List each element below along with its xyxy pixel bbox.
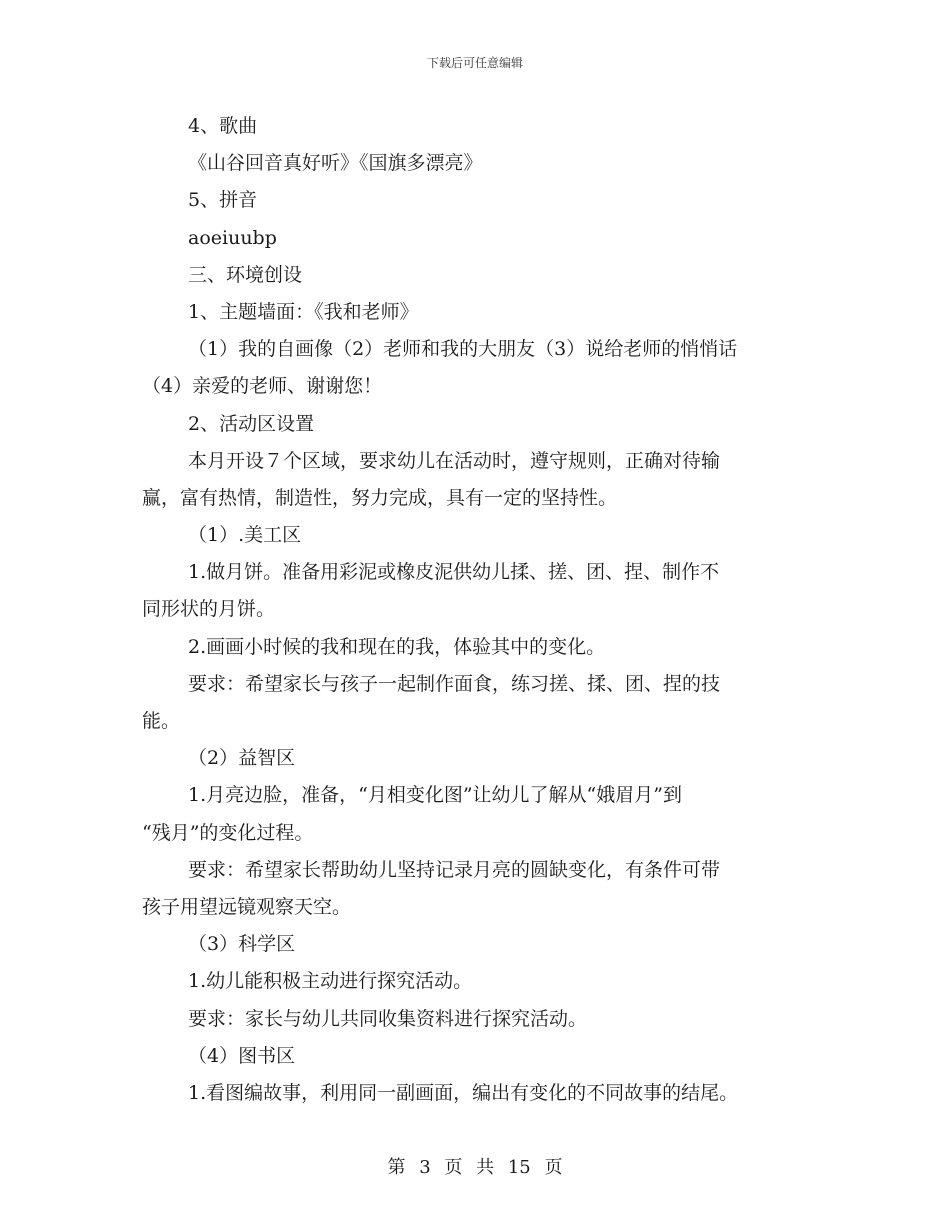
document-body [142, 108, 810, 1112]
text-line: 要求：希望家长帮助幼儿坚持记录月亮的圆缺变化，有条件可带 [188, 858, 721, 881]
text-line: （3）科学区 [188, 933, 296, 956]
text-line: aoeiuubp [188, 226, 277, 249]
text-line: 1.月亮边脸，准备，“月相变化图”让幼儿了解从“娥眉月”到 [188, 784, 682, 807]
text-line: （2）益智区 [188, 747, 296, 770]
text-line: 孩子用望远镜观察天空。 [142, 895, 352, 918]
text-line: 要求：家长与幼儿共同收集资料进行探究活动。 [188, 1007, 588, 1030]
text-line: 能。 [142, 710, 181, 732]
text-line: （1）.美工区 [188, 524, 302, 547]
text-line: 本月开设７个区域，要求幼儿在活动时，遵守规则，正确对待输 [188, 449, 721, 472]
text-line: 1.看图编故事，利用同一副画面，编出有变化的不同故事的结尾。 [188, 1081, 739, 1104]
text-line: 5、拼音 [188, 189, 258, 212]
page-header: 下载后可任意编辑 [426, 56, 523, 70]
text-line: 同形状的月饼。 [142, 598, 276, 621]
text-line: 2.画画小时候的我和现在的我，体验其中的变化。 [188, 635, 606, 658]
text-line: 赢，富有热情，制造性，努力完成，具有一定的坚持性。 [142, 486, 618, 509]
text-line: “残月”的变化过程。 [142, 821, 314, 844]
text-line: 1、主题墙面：《我和老师》 [188, 300, 419, 323]
text-line: （1）我的自画像（2）老师和我的大朋友（3）说给老师的悄悄话 [188, 338, 738, 361]
text-line: 要求：希望家长与孩子一起制作面食，练习搓、揉、团、捏的技 [188, 672, 721, 695]
text-line: 1.做月饼。准备用彩泥或橡皮泥供幼儿揉、搓、团、捏、制作不 [188, 561, 720, 584]
text-line: 2、活动区设置 [188, 412, 315, 435]
text-line: 《山谷回音真好听》《国旗多漂亮》 [188, 152, 483, 175]
text-line: （4）图书区 [188, 1044, 296, 1067]
text-line: 4、歌曲 [188, 115, 258, 137]
section-heading: 三、环境创设 [188, 263, 303, 286]
text-line: 1.幼儿能积极主动进行探究活动。 [188, 970, 473, 993]
page-footer: 第 3 页 共 15 页 [387, 1157, 563, 1178]
text-line: （4）亲爱的老师、谢谢您！ [142, 375, 383, 398]
